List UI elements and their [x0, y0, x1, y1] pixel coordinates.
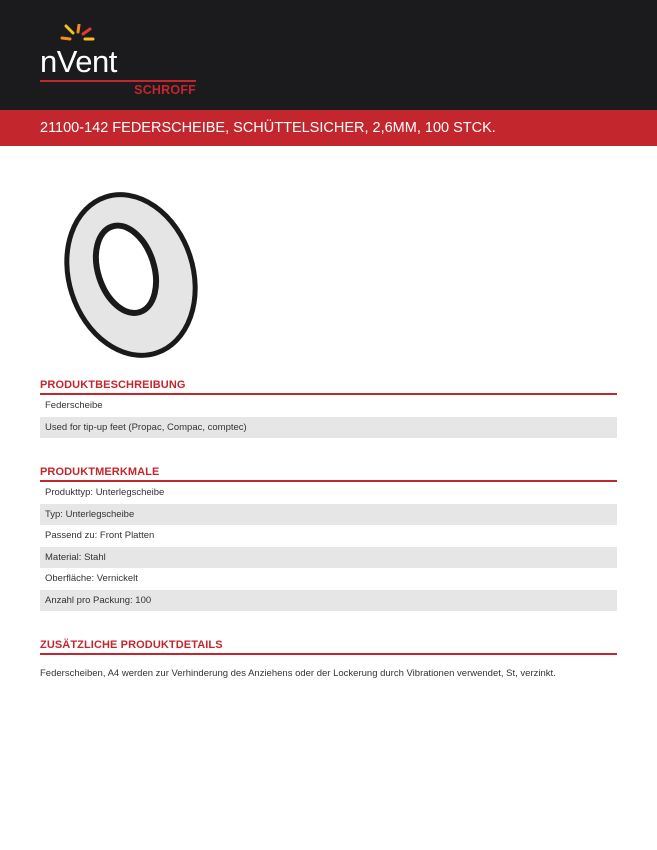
produktbeschreibung-section [40, 378, 617, 438]
feature-row: Material: Stahl [40, 547, 617, 569]
feature-row: Oberfläche: Vernickelt [45, 573, 138, 584]
nvent-schroff-logo[interactable] [38, 24, 198, 100]
produktbeschreibung-heading: PRODUKTBESCHREIBUNG [40, 378, 617, 395]
title-bar [0, 110, 657, 146]
feature-row: Typ: Unterlegscheibe [40, 504, 617, 526]
logo-wordmark: nVent [40, 44, 117, 79]
description-row: Used for tip-up feet (Propac, Compac, comptec) [40, 417, 617, 439]
details-text: Federscheiben, A4 werden zur Verhinderung des Anziehens oder der Lockerung durch Vibrationen verwendet, St, verzinkt. [40, 668, 556, 679]
feature-row: Produkttyp: Unterlegscheibe [45, 487, 165, 498]
page-header [0, 0, 657, 110]
produktmerkmale-heading: PRODUKTMERKMALE [40, 465, 617, 482]
washer-image [60, 190, 202, 360]
produktmerkmale-section [40, 465, 617, 611]
feature-row: Anzahl pro Packung: 100 [40, 590, 617, 612]
zusaetzliche-section [40, 638, 617, 680]
description-row: Federscheibe [45, 400, 103, 411]
product-title: 21100-142 FEDERSCHEIBE, SCHÜTTELSICHER, 2,6MM, 100 STCK. [40, 120, 496, 136]
logo-subbrand: SCHROFF [134, 83, 196, 97]
zusaetzliche-heading: ZUSÄTZLICHE PRODUKTDETAILS [40, 638, 617, 655]
feature-row: Passend zu: Front Platten [45, 530, 155, 541]
